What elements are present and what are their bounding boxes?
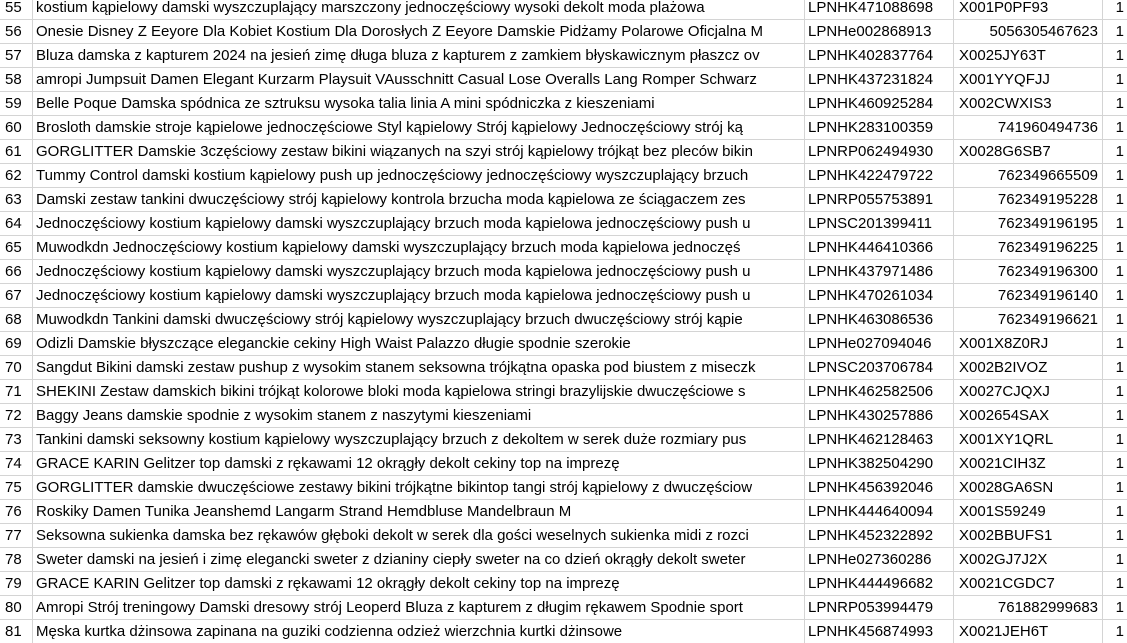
table-row[interactable] (0, 548, 1127, 572)
quantity-cell[interactable]: 1 (1115, 551, 1124, 568)
quantity-cell[interactable]: 1 (1115, 311, 1124, 328)
product-title-cell[interactable]: Damski zestaw tankini dwuczęściowy strój kąpielowy kontrola brzucha moda kąpielowa ze ściągaczem zes (33, 188, 805, 211)
lpn-code-cell[interactable]: LPNHK437971486 (805, 260, 954, 283)
table-row[interactable] (0, 404, 1127, 428)
product-title-cell[interactable]: GORGLITTER damskie dwuczęściowe zestawy bikini trójkątne bikintop tangi strój kąpielowy z dwuczęściow (33, 476, 805, 499)
asin-cell[interactable]: X001YYQFJJ (954, 68, 1103, 91)
quantity-cell[interactable]: 1 (1115, 191, 1124, 208)
lpn-code-cell[interactable]: LPNSC203706784 (805, 356, 954, 379)
lpn-code-cell[interactable]: LPNHK471088698 (805, 0, 954, 19)
lpn-code-cell[interactable]: LPNHK444640094 (805, 500, 954, 523)
product-title-cell[interactable]: Jednoczęściowy kostium kąpielowy damski wyszczuplający brzuch moda kąpielowa jednoczęściowy push u (33, 212, 805, 235)
row-number-cell[interactable]: 63 (0, 188, 33, 211)
table-row[interactable] (0, 0, 1127, 20)
table-row[interactable] (0, 164, 1127, 188)
product-title-cell[interactable]: SHEKINI Zestaw damskich bikini trójkąt kolorowe bloki moda kąpielowa stringi brazylijskie dwuczęściowe s (33, 380, 805, 403)
asin-cell[interactable]: X0021JEH6T (954, 620, 1103, 643)
table-row[interactable] (0, 452, 1127, 476)
asin-cell[interactable]: X0028G6SB7 (954, 140, 1103, 163)
lpn-code-cell[interactable]: LPNHK402837764 (805, 44, 954, 67)
quantity-cell[interactable]: 1 (1115, 479, 1124, 496)
table-row[interactable] (0, 44, 1127, 68)
product-title-cell[interactable]: GORGLITTER Damskie 3częściowy zestaw bikini wiązanych na szyi strój kąpielowy trójkąt bez pleców bikin (33, 140, 805, 163)
asin-cell[interactable]: X001P0PF93 (954, 0, 1103, 19)
product-title-cell[interactable]: Roskiky Damen Tunika Jeanshemd Langarm Strand Hemdbluse Mandelbraun M (33, 500, 805, 523)
row-number-cell[interactable]: 60 (0, 116, 33, 139)
product-title-cell[interactable]: GRACE KARIN Gelitzer top damski z rękawami 12 okrągły dekolt cekiny top na imprezę (33, 452, 805, 475)
asin-cell[interactable]: 5056305467623 (954, 20, 1103, 43)
quantity-cell[interactable]: 1 (1115, 287, 1124, 304)
product-title-cell[interactable]: Sangdut Bikini damski zestaw pushup z wysokim stanem seksowna trójkątna opaska pod biustem z miseczk (33, 356, 805, 379)
row-number-cell[interactable]: 70 (0, 356, 33, 379)
asin-cell[interactable]: 762349196195 (954, 212, 1103, 235)
row-number-cell[interactable]: 58 (0, 68, 33, 91)
lpn-code-cell[interactable]: LPNHK430257886 (805, 404, 954, 427)
lpn-code-cell[interactable]: LPNHe002868913 (805, 20, 954, 43)
quantity-cell[interactable]: 1 (1115, 599, 1124, 616)
product-title-cell[interactable]: Sweter damski na jesień i zimę elegancki sweter z dzianiny ciepły sweter na co dzień okrągły dekolt sweter (33, 548, 805, 571)
row-number-cell[interactable]: 74 (0, 452, 33, 475)
lpn-code-cell[interactable]: LPNHK437231824 (805, 68, 954, 91)
product-title-cell[interactable]: Jednoczęściowy kostium kąpielowy damski wyszczuplający brzuch moda kąpielowa jednoczęściowy push u (33, 284, 805, 307)
lpn-code-cell[interactable]: LPNHK452322892 (805, 524, 954, 547)
quantity-cell[interactable]: 1 (1115, 167, 1124, 184)
table-row[interactable] (0, 92, 1127, 116)
lpn-code-cell[interactable]: LPNRP055753891 (805, 188, 954, 211)
table-row[interactable] (0, 260, 1127, 284)
table-row[interactable] (0, 596, 1127, 620)
row-number-cell[interactable]: 56 (0, 20, 33, 43)
quantity-cell[interactable]: 1 (1115, 95, 1124, 112)
row-number-cell[interactable]: 59 (0, 92, 33, 115)
quantity-cell[interactable]: 1 (1115, 623, 1124, 640)
row-number-cell[interactable]: 55 (0, 0, 33, 19)
table-row[interactable] (0, 236, 1127, 260)
table-row[interactable] (0, 188, 1127, 212)
row-number-cell[interactable]: 66 (0, 260, 33, 283)
row-number-cell[interactable]: 61 (0, 140, 33, 163)
row-number-cell[interactable]: 77 (0, 524, 33, 547)
lpn-code-cell[interactable]: LPNHe027360286 (805, 548, 954, 571)
table-row[interactable] (0, 332, 1127, 356)
lpn-code-cell[interactable]: LPNHK422479722 (805, 164, 954, 187)
quantity-cell[interactable]: 1 (1115, 23, 1124, 40)
table-row[interactable] (0, 428, 1127, 452)
row-number-cell[interactable]: 75 (0, 476, 33, 499)
product-title-cell[interactable]: Baggy Jeans damskie spodnie z wysokim stanem z naszytymi kieszeniami (33, 404, 805, 427)
row-number-cell[interactable]: 71 (0, 380, 33, 403)
product-title-cell[interactable]: Belle Poque Damska spódnica ze sztruksu wysoka talia linia A mini spódniczka z kieszeniami (33, 92, 805, 115)
asin-cell[interactable]: X0021CGDC7 (954, 572, 1103, 595)
lpn-code-cell[interactable]: LPNHe027094046 (805, 332, 954, 355)
product-title-cell[interactable]: Muwodkdn Tankini damski dwuczęściowy strój kąpielowy wyszczuplający brzuch dwuczęściowy strój kąpie (33, 308, 805, 331)
asin-cell[interactable]: X0027CJQXJ (954, 380, 1103, 403)
asin-cell[interactable]: 762349196225 (954, 236, 1103, 259)
table-row[interactable] (0, 356, 1127, 380)
lpn-code-cell[interactable]: LPNSC201399411 (805, 212, 954, 235)
table-row[interactable] (0, 68, 1127, 92)
asin-cell[interactable]: X001X8Z0RJ (954, 332, 1103, 355)
asin-cell[interactable]: 762349196140 (954, 284, 1103, 307)
lpn-code-cell[interactable]: LPNRP053994479 (805, 596, 954, 619)
lpn-code-cell[interactable]: LPNHK456874993 (805, 620, 954, 643)
product-title-cell[interactable]: Muwodkdn Jednoczęściowy kostium kąpielowy damski wyszczuplający brzuch moda kąpielowa jednoczęś (33, 236, 805, 259)
row-number-cell[interactable]: 62 (0, 164, 33, 187)
table-row[interactable] (0, 308, 1127, 332)
asin-cell[interactable]: 762349196300 (954, 260, 1103, 283)
lpn-code-cell[interactable]: LPNHK460925284 (805, 92, 954, 115)
asin-cell[interactable]: X002GJ7J2X (954, 548, 1103, 571)
product-title-cell[interactable]: GRACE KARIN Gelitzer top damski z rękawami 12 okrągły dekolt cekiny top na imprezę (33, 572, 805, 595)
quantity-cell[interactable]: 1 (1115, 527, 1124, 544)
asin-cell[interactable]: 762349195228 (954, 188, 1103, 211)
table-row[interactable] (0, 620, 1127, 643)
table-row[interactable] (0, 20, 1127, 44)
asin-cell[interactable]: 762349196621 (954, 308, 1103, 331)
quantity-cell[interactable]: 1 (1115, 431, 1124, 448)
product-title-cell[interactable]: Seksowna sukienka damska bez rękawów głęboki dekolt w serek dla gości weselnych sukienka midi z rozci (33, 524, 805, 547)
quantity-cell[interactable]: 1 (1115, 119, 1124, 136)
asin-cell[interactable]: X0028GA6SN (954, 476, 1103, 499)
quantity-cell[interactable]: 1 (1115, 47, 1124, 64)
quantity-cell[interactable]: 1 (1115, 71, 1124, 88)
table-row[interactable] (0, 476, 1127, 500)
row-number-cell[interactable]: 73 (0, 428, 33, 451)
table-row[interactable] (0, 140, 1127, 164)
asin-cell[interactable]: X002CWXIS3 (954, 92, 1103, 115)
row-number-cell[interactable]: 69 (0, 332, 33, 355)
lpn-code-cell[interactable]: LPNHK462582506 (805, 380, 954, 403)
quantity-cell[interactable]: 1 (1115, 215, 1124, 232)
quantity-cell[interactable]: 1 (1115, 359, 1124, 376)
asin-cell[interactable]: X002654SAX (954, 404, 1103, 427)
product-title-cell[interactable]: Odizli Damskie błyszczące eleganckie cekiny High Waist Palazzo długie spodnie szerokie (33, 332, 805, 355)
table-row[interactable] (0, 572, 1127, 596)
product-title-cell[interactable]: Onesie Disney Z Eeyore Dla Kobiet Kostium Dla Dorosłych Z Eeyore Damskie Pidżamy Polarowe Oficjalna M (33, 20, 805, 43)
product-title-cell[interactable]: Brosloth damskie stroje kąpielowe jednoczęściowe Styl kąpielowy Strój kąpielowy Jednoczęściowy strój ką (33, 116, 805, 139)
lpn-code-cell[interactable]: LPNRP062494930 (805, 140, 954, 163)
product-title-cell[interactable]: Bluza damska z kapturem 2024 na jesień zimę długa bluza z kapturem z zamkiem błyskawicznym płaszcz ov (33, 44, 805, 67)
lpn-code-cell[interactable]: LPNHK382504290 (805, 452, 954, 475)
product-title-cell[interactable]: Męska kurtka dżinsowa zapinana na guziki codzienna odzież wierzchnia kurtki dżinsowe (33, 620, 805, 643)
quantity-cell[interactable]: 1 (1115, 143, 1124, 160)
quantity-cell[interactable]: 1 (1115, 263, 1124, 280)
product-title-cell[interactable]: amropi Jumpsuit Damen Elegant Kurzarm Playsuit VAusschnitt Casual Lose Overalls Lang Romper Schwarz (33, 68, 805, 91)
quantity-cell[interactable]: 1 (1115, 407, 1124, 424)
asin-cell[interactable]: X002B2IVOZ (954, 356, 1103, 379)
asin-cell[interactable]: X002BBUFS1 (954, 524, 1103, 547)
lpn-code-cell[interactable]: LPNHK456392046 (805, 476, 954, 499)
row-number-cell[interactable]: 80 (0, 596, 33, 619)
row-number-cell[interactable]: 79 (0, 572, 33, 595)
product-title-cell[interactable]: Tankini damski seksowny kostium kąpielowy wyszczuplający brzuch z dekoltem w serek duże rozmiary pus (33, 428, 805, 451)
product-title-cell[interactable]: Tummy Control damski kostium kąpielowy push up jednoczęściowy jednoczęściowy wyszczuplający brzuch (33, 164, 805, 187)
table-row[interactable] (0, 380, 1127, 404)
quantity-cell[interactable]: 1 (1115, 335, 1124, 352)
quantity-cell[interactable]: 1 (1115, 383, 1124, 400)
product-title-cell[interactable]: Amropi Strój treningowy Damski dresowy strój Leoperd Bluza z kapturem z długim rękawem Spodnie sport (33, 596, 805, 619)
row-number-cell[interactable]: 78 (0, 548, 33, 571)
table-row[interactable] (0, 212, 1127, 236)
row-number-cell[interactable]: 72 (0, 404, 33, 427)
quantity-cell[interactable]: 1 (1115, 0, 1124, 16)
asin-cell[interactable]: X0021CIH3Z (954, 452, 1103, 475)
quantity-cell[interactable]: 1 (1115, 455, 1124, 472)
asin-cell[interactable]: X001S59249 (954, 500, 1103, 523)
lpn-code-cell[interactable]: LPNHK283100359 (805, 116, 954, 139)
row-number-cell[interactable]: 64 (0, 212, 33, 235)
lpn-code-cell[interactable]: LPNHK446410366 (805, 236, 954, 259)
lpn-code-cell[interactable]: LPNHK444496682 (805, 572, 954, 595)
table-row[interactable] (0, 284, 1127, 308)
asin-cell[interactable]: 761882999683 (954, 596, 1103, 619)
table-row[interactable] (0, 524, 1127, 548)
table-row[interactable] (0, 116, 1127, 140)
product-title-cell[interactable]: Jednoczęściowy kostium kąpielowy damski wyszczuplający brzuch moda kąpielowa jednoczęściowy push u (33, 260, 805, 283)
asin-cell[interactable]: 762349665509 (954, 164, 1103, 187)
asin-cell[interactable]: 741960494736 (954, 116, 1103, 139)
lpn-code-cell[interactable]: LPNHK462128463 (805, 428, 954, 451)
asin-cell[interactable]: X0025JY63T (954, 44, 1103, 67)
quantity-cell[interactable]: 1 (1115, 239, 1124, 256)
quantity-cell[interactable]: 1 (1115, 503, 1124, 520)
row-number-cell[interactable]: 65 (0, 236, 33, 259)
quantity-cell[interactable]: 1 (1115, 575, 1124, 592)
table-row[interactable] (0, 500, 1127, 524)
row-number-cell[interactable]: 81 (0, 620, 33, 643)
lpn-code-cell[interactable]: LPNHK470261034 (805, 284, 954, 307)
asin-cell[interactable]: X001XY1QRL (954, 428, 1103, 451)
row-number-cell[interactable]: 76 (0, 500, 33, 523)
row-number-cell[interactable]: 57 (0, 44, 33, 67)
product-title-cell[interactable]: kostium kąpielowy damski wyszczuplający marszczony jednoczęściowy wysoki dekolt moda plażowa (33, 0, 805, 19)
row-number-cell[interactable]: 67 (0, 284, 33, 307)
lpn-code-cell[interactable]: LPNHK463086536 (805, 308, 954, 331)
row-number-cell[interactable]: 68 (0, 308, 33, 331)
